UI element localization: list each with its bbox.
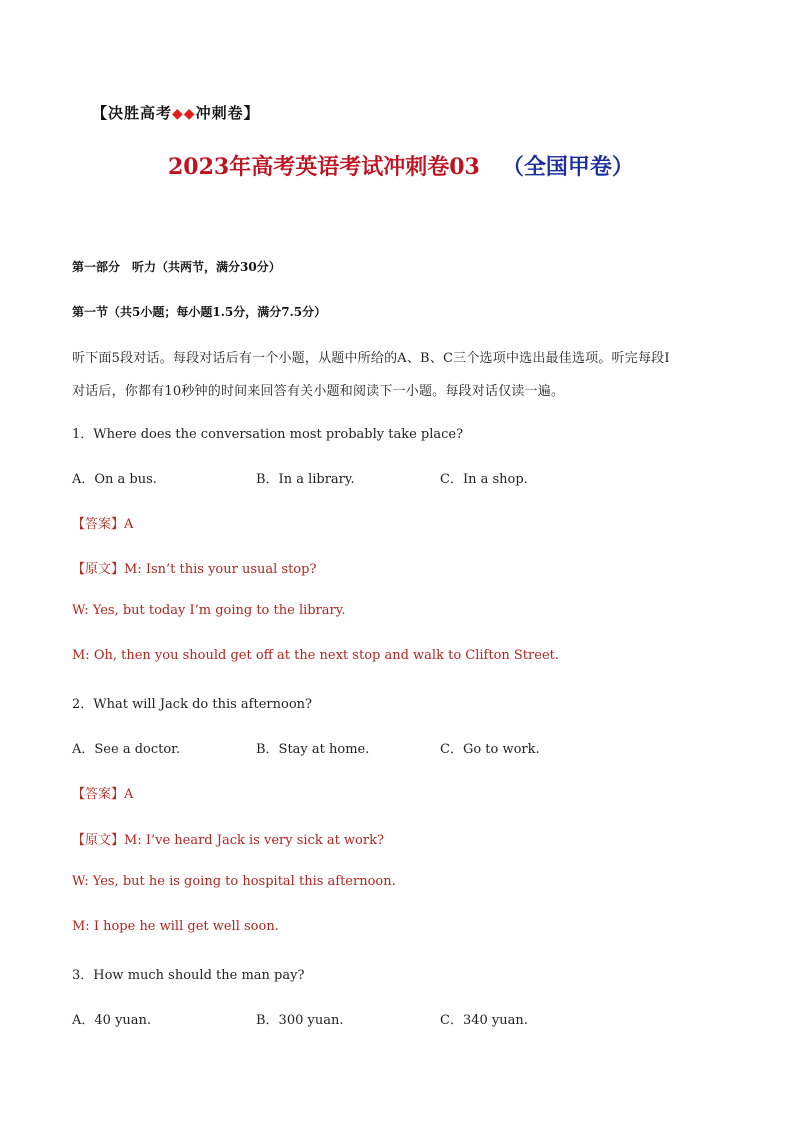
question-1-option-b: B．In a library. [256,472,355,487]
question-2-script-line-1 [72,829,384,848]
question-2-script-line-2: W: Yes, but he is going to hospital this afternoon. [72,874,396,889]
question-2-script-line-3: M: I hope he will get well soon. [72,919,279,934]
instructions-line-2: 对话后，你都有10秒钟的时间来回答有关小题和阅读下一小题。每段对话仅读一遍。 [72,384,565,399]
banner-right: 冲刺卷】 [195,104,260,122]
question-3-option-c: C．340 yuan. [440,1013,528,1028]
answer-value: A [124,787,134,802]
diamond-icon: ◆◆ [172,106,196,122]
instructions-line-1: 听下面5段对话。每段对话后有一个小题，从题中所给的A、B、C三个选项中选出最佳选项。听完每段I [72,351,670,366]
answer-label: 【答案】 [72,517,125,532]
script-text: M: Isn’t this your usual stop? [124,562,317,577]
title-main: 2023年高考英语考试冲刺卷03 [168,154,480,180]
banner-left: 【决胜高考 [92,104,173,122]
question-2-option-c: C．Go to work. [440,742,540,757]
question-1-stem: 1．Where does the conversation most probably take place? [72,427,464,442]
script-label: 【原文】 [72,562,125,577]
part-heading: 第一部分 听力（共两节，满分30分） [72,260,281,274]
question-3-option-a: A．40 yuan. [72,1013,152,1028]
question-1-option-c: C．In a shop. [440,472,528,487]
question-1-script-line-2: W: Yes, but today I’m going to the library. [72,603,346,618]
title-paper: （全国甲卷） [501,154,634,180]
question-1-script-line-1 [72,558,316,577]
question-1-answer [72,513,133,532]
question-3-option-b: B．300 yuan. [256,1013,344,1028]
question-3-stem: 3．How much should the man pay? [72,968,305,983]
answer-label: 【答案】 [72,787,125,802]
page-title [168,150,634,181]
section-heading: 第一节（共5小题；每小题1.5分，满分7.5分） [72,305,327,319]
banner [92,102,260,123]
question-2-option-b: B．Stay at home. [256,742,370,757]
script-label: 【原文】 [72,833,125,848]
question-1-option-a: A．On a bus. [72,472,157,487]
script-text: M: I’ve heard Jack is very sick at work? [124,833,384,848]
question-2-answer [72,783,133,802]
question-2-option-a: A．See a doctor. [72,742,181,757]
question-1-script-line-3: M: Oh, then you should get off at the next stop and walk to Clifton Street. [72,648,559,663]
answer-value: A [124,517,134,532]
question-2-stem: 2．What will Jack do this afternoon? [72,697,312,712]
